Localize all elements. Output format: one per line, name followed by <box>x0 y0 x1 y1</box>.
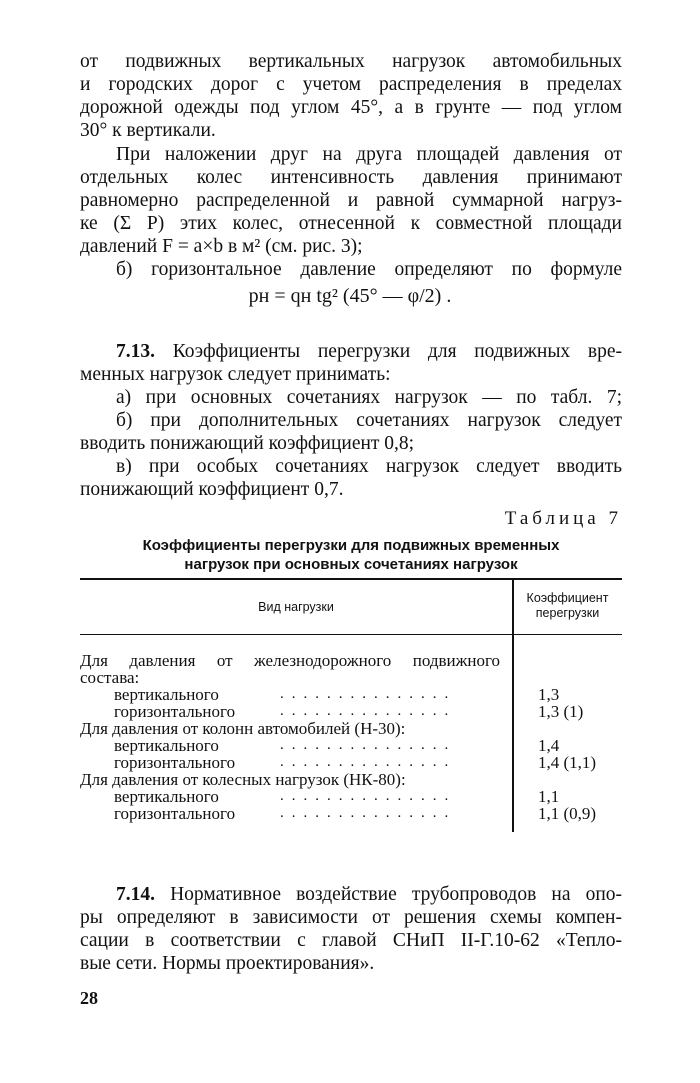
row-label: горизонтального <box>114 702 236 721</box>
text-line: б) горизонтальное давление определяют по формуле <box>116 259 622 280</box>
header-line: перегрузки <box>535 606 600 620</box>
table-header-coefficient <box>513 591 622 621</box>
table-header-rule <box>80 634 622 635</box>
table-title-line: Коэффициенты перегрузки для подвижных временных <box>142 537 560 554</box>
row-value: 1,4 <box>538 736 560 755</box>
table-row <box>80 669 622 686</box>
row-label: горизонтального <box>114 753 236 772</box>
table-title <box>80 536 622 574</box>
leader-dots: ............... <box>280 754 457 770</box>
text-line: менных нагрузок следует принимать: <box>80 364 391 385</box>
section-text: Нормативное воздействие трубопроводов на опо- <box>170 884 623 905</box>
header-line: Коэффициент <box>526 591 609 605</box>
formula-lhs: pн = qн tg² <box>248 285 338 307</box>
formula-argument: (45° — φ/2) <box>342 285 442 307</box>
section-number: 7.13. <box>116 341 155 362</box>
table-row <box>80 805 622 822</box>
table-top-rule <box>80 578 622 580</box>
list-item: а) при основных сочетаниях нагрузок — по табл. 7; <box>116 387 622 408</box>
text-line: ке (Σ P) этих колес, отнесенной к совместной площади <box>80 213 622 234</box>
row-label: Для давления от колесных нагрузок (НК-80): <box>80 770 406 789</box>
row-value: 1,3 <box>538 685 560 704</box>
leader-dots: ............... <box>280 788 457 804</box>
row-label: состава: <box>80 668 140 687</box>
table-row <box>80 686 622 703</box>
row-label: вертикального <box>114 736 219 755</box>
list-item: б) при дополнительных сочетаниях нагрузок следует <box>116 410 622 431</box>
table-body <box>80 652 622 822</box>
row-label: вертикального <box>114 787 219 806</box>
row-label: Для давления от колонн автомобилей (Н-30): <box>80 719 406 738</box>
text-line: и городских дорог с учетом распределения в пределах <box>80 74 622 95</box>
row-value: 1,1 <box>538 787 560 806</box>
text-line: При наложении друг на друга площадей давления от <box>116 144 622 165</box>
formula-horizontal-pressure <box>0 285 700 308</box>
row-label: вертикального <box>114 685 219 704</box>
section-number: 7.14. <box>116 884 155 905</box>
text-line: вые сети. Нормы проектирования». <box>80 953 375 974</box>
row-value: 1,1 (0,9) <box>538 804 597 823</box>
row-value: 1,4 (1,1) <box>538 753 597 772</box>
text-line: от подвижных вертикальных нагрузок автомобильных <box>80 51 622 72</box>
leader-dots: ............... <box>280 805 457 821</box>
leader-dots: ............... <box>280 686 457 702</box>
text-line: давлений F = a×b в м² (см. рис. 3); <box>80 236 363 257</box>
text-line: понижающий коэффициент 0,7. <box>80 479 344 500</box>
text-line: отдельных колес интенсивность давления принимают <box>80 167 622 188</box>
table-label: Таблица 7 <box>504 508 622 529</box>
table-row <box>80 788 622 805</box>
table-row <box>80 737 622 754</box>
paragraph-pressure-overlap <box>80 143 622 258</box>
text-line: дорожной одежды под углом 45°, а в грунте — под углом <box>80 97 622 118</box>
section-7-13 <box>80 340 622 501</box>
table-row <box>80 771 622 788</box>
section-text: Коэффициенты перегрузки для подвижных вре- <box>172 341 622 362</box>
row-label: Для давления от железнодорожного подвижного <box>80 651 500 670</box>
table-row <box>80 703 622 720</box>
text-line: вводить понижающий коэффициент 0,8; <box>80 433 415 454</box>
table-row <box>80 754 622 771</box>
text-line: сации в соответствии с главой СНиП II-Г.10-62 «Тепло- <box>80 930 622 951</box>
page-number: 28 <box>80 988 98 1008</box>
paragraph-loads-distribution <box>80 50 622 142</box>
row-value: 1,3 (1) <box>538 702 584 721</box>
table-row <box>80 720 622 737</box>
table-header-load-type: Вид нагрузки <box>258 600 334 614</box>
list-item: в) при особых сочетаниях нагрузок следует вводить <box>116 456 622 477</box>
leader-dots: ............... <box>280 737 457 753</box>
table-title-line: нагрузок при основных сочетаниях нагрузок <box>184 556 518 573</box>
text-line: равномерно распределенной и равной суммарной нагруз- <box>80 190 622 211</box>
text-line: 30° к вертикали. <box>80 120 216 141</box>
formula-end: . <box>446 285 452 307</box>
text-line: ры определяют в зависимости от решения схемы компен- <box>80 907 622 928</box>
text-line <box>80 883 622 906</box>
text-line <box>80 340 622 363</box>
leader-dots: ............... <box>280 703 457 719</box>
section-7-14 <box>80 883 622 975</box>
row-label: горизонтального <box>114 804 236 823</box>
table-row <box>80 652 622 669</box>
paragraph-horizontal-pressure <box>80 258 622 281</box>
